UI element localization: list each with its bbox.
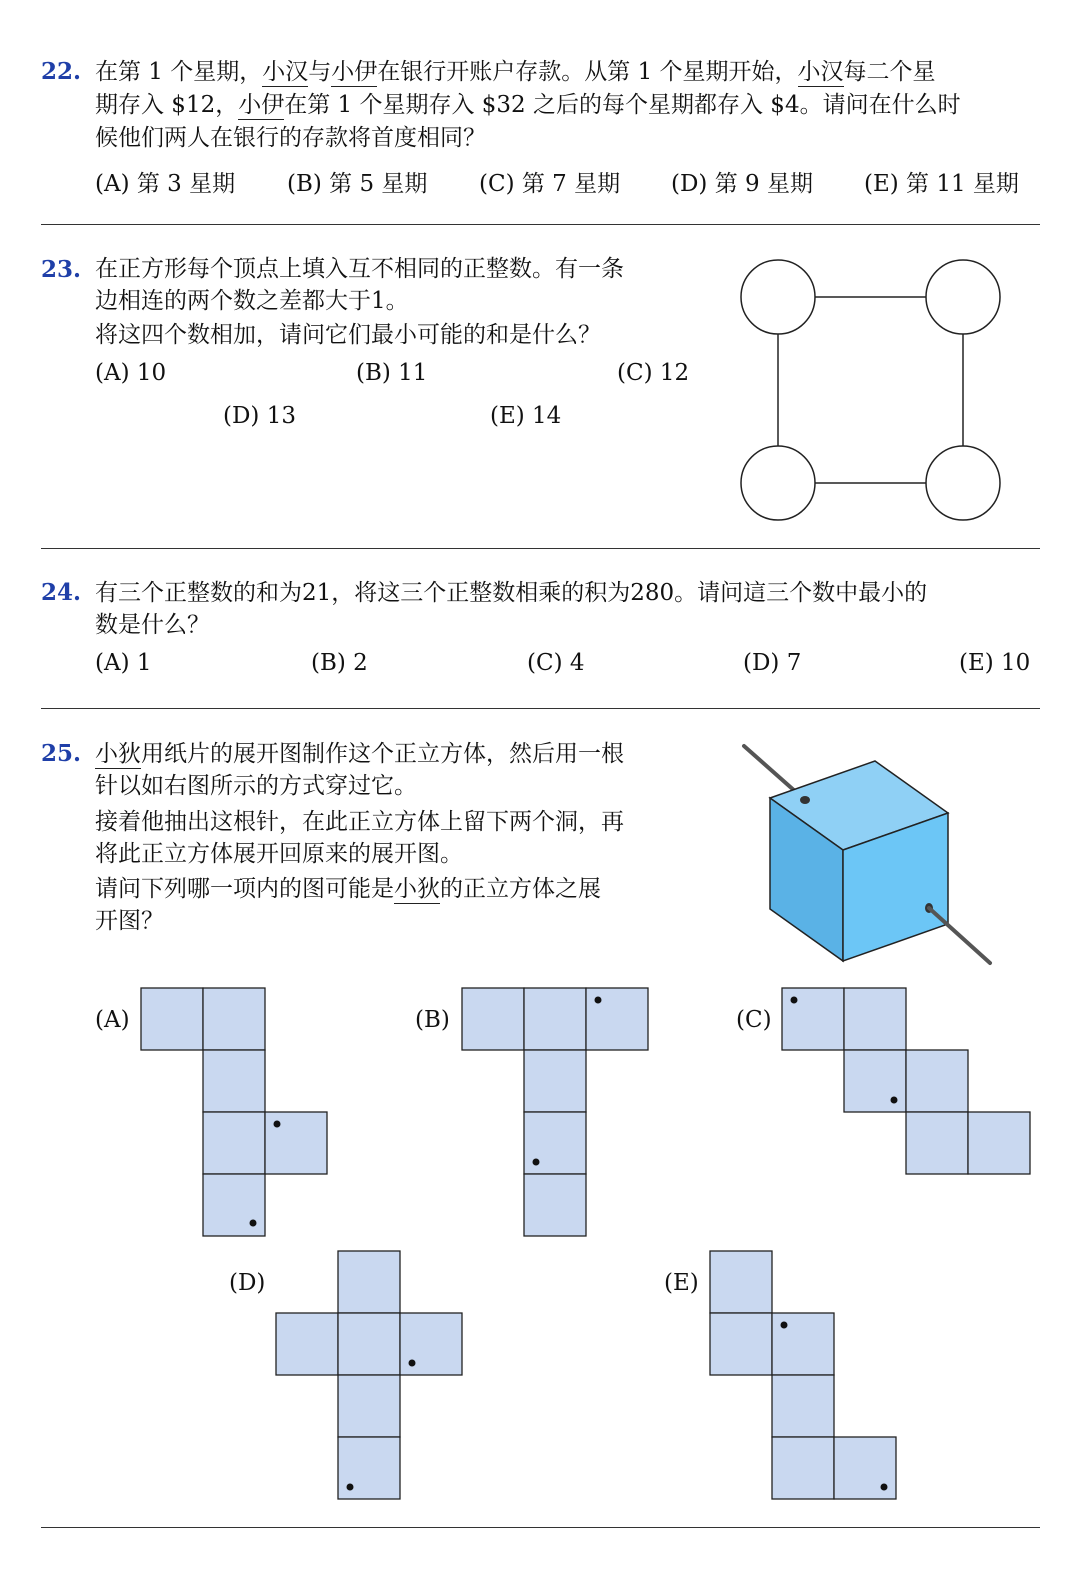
net-e	[710, 1251, 896, 1499]
question-23-line-3: 将这四个数相加，请问它们最小可能的和是什么？	[95, 322, 601, 348]
vertex-circle-bottom-right	[926, 446, 1000, 520]
question-number-24: 24.	[41, 579, 82, 606]
question-number-22: 22.	[41, 58, 82, 85]
net-square	[968, 1112, 1030, 1174]
question-23-line-1: 在正方形每个顶点上填入互不相同的正整数。有一条	[95, 256, 624, 282]
hole-dot	[274, 1121, 281, 1128]
q24-option-c[interactable]: (C) 4	[527, 650, 585, 676]
q25-option-c[interactable]: (C)	[736, 1007, 772, 1033]
net-d	[276, 1251, 462, 1499]
net-square	[844, 1050, 906, 1112]
net-square	[203, 988, 265, 1050]
needle-lower	[929, 908, 990, 963]
q25-option-e[interactable]: (E)	[664, 1270, 699, 1296]
net-square	[338, 1375, 400, 1437]
divider	[41, 548, 1040, 549]
net-b	[462, 988, 648, 1236]
net-a	[141, 988, 327, 1236]
q25-l5-s2: 的正立方体之展	[440, 876, 601, 902]
question-25-line-2: 针以如右图所示的方式穿过它。	[95, 773, 417, 799]
vertex-circle-top-right	[926, 260, 1000, 334]
q25-l1-s1: 用纸片的展开图制作这个正立方体，然后用一根	[141, 741, 624, 767]
net-square	[276, 1313, 338, 1375]
net-square	[782, 988, 844, 1050]
hole-dot	[781, 1322, 788, 1329]
q22-l2-s2: 在第 1 个星期存入 $32 之后的每个星期都存入 $4。请问在什么时	[284, 92, 961, 118]
q23-option-a[interactable]: (A) 10	[95, 360, 167, 386]
question-22-line-1	[95, 56, 936, 88]
net-square	[203, 1174, 265, 1236]
cube-top-hole	[800, 796, 810, 804]
question-number-23: 23.	[41, 256, 82, 283]
net-square	[772, 1375, 834, 1437]
hole-dot	[347, 1484, 354, 1491]
q23-option-c[interactable]: (C) 12	[617, 360, 690, 386]
divider	[41, 708, 1040, 709]
net-square	[710, 1251, 772, 1313]
q23-option-b[interactable]: (B) 11	[356, 360, 428, 386]
q24-option-b[interactable]: (B) 2	[311, 650, 368, 676]
q22-l1-s4: 在银行开账户存款。从第 1 个星期开始，	[377, 59, 798, 85]
q24-option-a[interactable]: (A) 1	[95, 650, 152, 676]
net-square	[834, 1437, 896, 1499]
net-square	[524, 1174, 586, 1236]
net-square	[906, 1112, 968, 1174]
q23-option-e[interactable]: (E) 14	[490, 403, 562, 429]
q22-l2-s0: 期存入 $12，	[95, 92, 239, 118]
net-square	[141, 988, 203, 1050]
question-24-line-2: 数是什么？	[95, 612, 210, 638]
vertex-circle-top-left	[741, 260, 815, 334]
net-square	[338, 1437, 400, 1499]
cube-side-hole	[925, 903, 933, 913]
q22-l1-s2: 与	[308, 59, 332, 85]
question-25-line-6: 开图？	[95, 908, 164, 934]
net-square	[586, 988, 648, 1050]
hole-dot	[595, 997, 602, 1004]
net-square	[906, 1050, 968, 1112]
q22-option-e[interactable]: (E) 第 11 星期	[864, 171, 1019, 197]
cube-left-face	[770, 798, 843, 961]
divider	[41, 1527, 1040, 1528]
net-square	[338, 1251, 400, 1313]
net-c	[782, 988, 1030, 1174]
net-square	[203, 1112, 265, 1174]
name-xiaodi: 小狄	[95, 741, 141, 767]
question-22-line-2	[95, 89, 961, 121]
q22-option-d[interactable]: (D) 第 9 星期	[671, 171, 813, 197]
q22-l1-s6: 每二个星	[843, 59, 936, 85]
hole-dot	[533, 1159, 540, 1166]
question-number-25: 25.	[41, 740, 82, 767]
q25-option-a[interactable]: (A)	[95, 1007, 130, 1033]
question-22-line-3	[95, 122, 486, 154]
q25-option-b[interactable]: (B)	[415, 1007, 450, 1033]
net-square	[524, 1112, 586, 1174]
net-square	[524, 988, 586, 1050]
question-25-line-1	[95, 738, 624, 770]
hole-dot	[250, 1220, 257, 1227]
vertex-circle-bottom-left	[741, 446, 815, 520]
name-xiaohan: 小汉	[262, 59, 309, 85]
name-xiaohan: 小汉	[797, 59, 844, 85]
hole-dot	[891, 1097, 898, 1104]
net-square	[772, 1313, 834, 1375]
q23-option-d[interactable]: (D) 13	[223, 403, 296, 429]
net-square	[772, 1437, 834, 1499]
net-square	[203, 1050, 265, 1112]
net-square	[400, 1313, 462, 1375]
needle-upper	[744, 746, 805, 800]
cube-right-face	[843, 813, 948, 961]
cube-top-face	[770, 761, 948, 850]
hole-dot	[409, 1360, 416, 1367]
divider	[41, 224, 1040, 225]
net-square	[844, 988, 906, 1050]
q25-l5-s0: 请问下列哪一项内的图可能是	[95, 876, 394, 902]
net-square	[265, 1112, 327, 1174]
question-24-line-1: 有三个正整数的和为21，将这三个正整数相乘的积为280。请问這三个数中最小的	[95, 580, 928, 606]
question-25-line-4: 将此正立方体展开回原来的展开图。	[95, 841, 463, 867]
hole-dot	[881, 1484, 888, 1491]
net-square	[710, 1313, 772, 1375]
name-xiaoyi: 小伊	[238, 92, 285, 118]
q22-option-a[interactable]: (A) 第 3 星期	[95, 171, 236, 197]
q25-option-d[interactable]: (D)	[229, 1270, 266, 1296]
q22-option-c[interactable]: (C) 第 7 星期	[479, 171, 621, 197]
q24-option-e[interactable]: (E) 10	[959, 650, 1031, 676]
net-square	[338, 1313, 400, 1375]
q22-l3-s0: 候他们两人在银行的存款将首度相同？	[95, 125, 486, 151]
name-xiaodi: 小狄	[394, 876, 440, 902]
question-25-line-5	[95, 873, 601, 905]
question-25-line-3: 接着他抽出这根针，在此正立方体上留下两个洞，再	[95, 809, 624, 835]
q22-l1-s0: 在第 1 个星期，	[95, 59, 263, 85]
question-23-line-2: 边相连的两个数之差都大于1。	[95, 288, 409, 314]
net-square	[524, 1050, 586, 1112]
q24-option-d[interactable]: (D) 7	[743, 650, 802, 676]
net-square	[462, 988, 524, 1050]
name-xiaoyi: 小伊	[331, 59, 378, 85]
hole-dot	[791, 997, 798, 1004]
q22-option-b[interactable]: (B) 第 5 星期	[287, 171, 428, 197]
